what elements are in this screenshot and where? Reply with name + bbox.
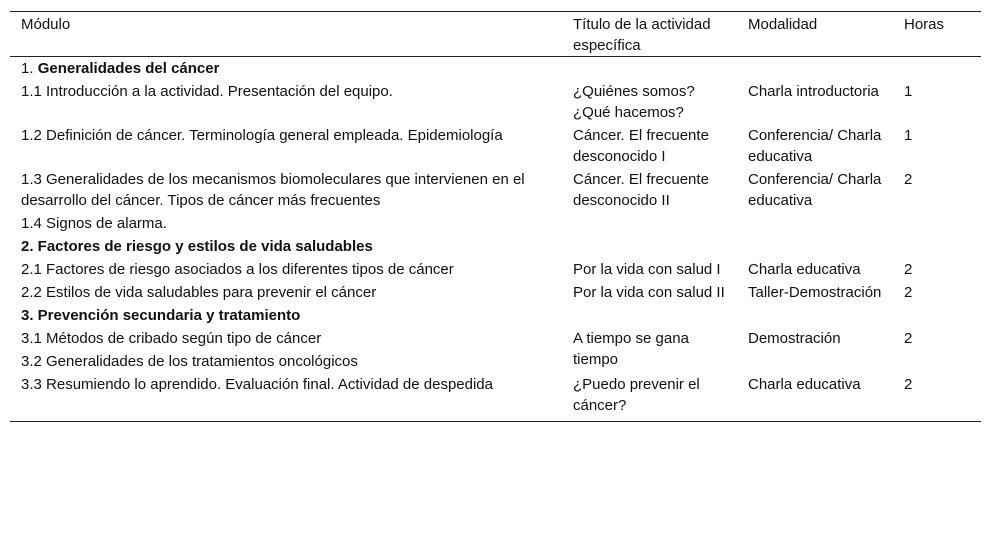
table-row xyxy=(10,281,981,304)
section-1-title xyxy=(10,57,981,81)
section-row xyxy=(10,235,981,258)
header-titulo: Título de la actividad específica xyxy=(562,12,737,57)
table-row xyxy=(10,373,981,421)
table-row xyxy=(10,124,981,168)
activities-table xyxy=(10,12,981,421)
cell-modulo: 1.3 Generalidades de los mecanismos biomoleculares que intervienen en el desarrollo del cáncer. Tipos de cáncer más frecuentes xyxy=(21,171,525,209)
cell-modalidad xyxy=(737,212,893,235)
cell-modalidad: Charla educativa xyxy=(748,261,861,278)
section-1-label: Generalidades del cáncer xyxy=(37,60,220,77)
section-2-title: 2. Factores de riesgo y estilos de vida saludables xyxy=(21,238,373,255)
cell-modalidad: Taller-Demostración xyxy=(748,284,882,301)
cell-titulo: ¿Quiénes somos? ¿Qué hacemos? xyxy=(573,83,695,121)
cell-titulo: Por la vida con salud II xyxy=(573,284,725,301)
section-row xyxy=(10,304,981,327)
table-row xyxy=(10,80,981,124)
cell-titulo: A tiempo se gana tiempo xyxy=(573,330,689,368)
cell-horas: 1 xyxy=(904,83,913,100)
cell-modulo-line: 3.1 Métodos de cribado según tipo de cáncer xyxy=(21,330,322,347)
cell-modalidad: Charla educativa xyxy=(748,376,861,393)
header-row xyxy=(10,12,981,57)
cell-titulo: Cáncer. El frecuente desconocido I xyxy=(573,127,709,165)
header-horas: Horas xyxy=(893,12,981,57)
cell-titulo xyxy=(562,212,737,235)
cell-modalidad: Conferencia/ Charla educativa xyxy=(748,171,882,209)
section-row xyxy=(10,57,981,81)
cell-horas: 2 xyxy=(904,284,913,301)
cell-modulo-line: 3.2 Generalidades de los tratamientos oncológicos xyxy=(21,353,358,370)
cell-modulo: 2.2 Estilos de vida saludables para prevenir el cáncer xyxy=(21,284,377,301)
cell-horas xyxy=(893,212,981,235)
cell-modulo xyxy=(10,327,562,373)
header-modulo: Módulo xyxy=(10,12,562,57)
section-1-prefix: 1. xyxy=(21,60,38,77)
cell-modulo: 2.1 Factores de riesgo asociados a los diferentes tipos de cáncer xyxy=(21,261,454,278)
table-row xyxy=(10,168,981,212)
cell-modulo: 1.4 Signos de alarma. xyxy=(21,215,167,232)
cell-horas: 2 xyxy=(904,376,913,393)
cell-horas: 1 xyxy=(904,127,913,144)
header-modalidad: Modalidad xyxy=(737,12,893,57)
cell-modulo: 1.2 Definición de cáncer. Terminología general empleada. Epidemiología xyxy=(21,127,503,144)
table-row xyxy=(10,212,981,235)
cell-modalidad: Conferencia/ Charla educativa xyxy=(748,127,882,165)
cell-modulo: 1.1 Introducción a la actividad. Presentación del equipo. xyxy=(21,83,393,100)
cell-modalidad: Charla introductoria xyxy=(748,83,879,100)
cell-titulo: Cáncer. El frecuente desconocido II xyxy=(573,171,709,209)
cell-horas: 2 xyxy=(904,261,913,278)
table-row xyxy=(10,327,981,373)
cell-horas: 2 xyxy=(904,171,913,188)
cell-horas: 2 xyxy=(904,330,913,347)
activities-table-container xyxy=(10,11,981,422)
cell-titulo: ¿Puedo prevenir el cáncer? xyxy=(573,376,700,414)
table-row xyxy=(10,258,981,281)
cell-titulo: Por la vida con salud I xyxy=(573,261,721,278)
section-3-title: 3. Prevención secundaria y tratamiento xyxy=(21,307,301,324)
cell-modulo: 3.3 Resumiendo lo aprendido. Evaluación final. Actividad de despedida xyxy=(21,376,493,393)
cell-modalidad: Demostración xyxy=(748,330,841,347)
